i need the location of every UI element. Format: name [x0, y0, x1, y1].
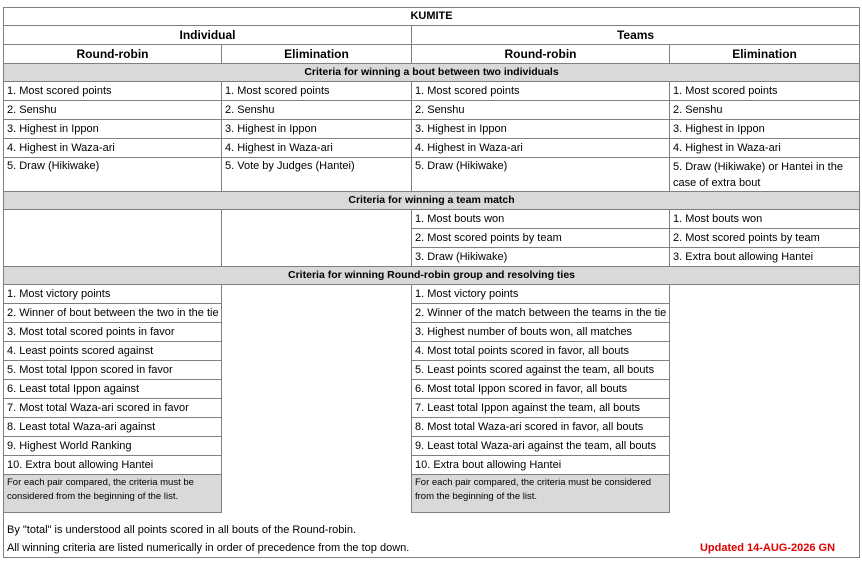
- section-title-round-robin: Criteria for winning Round-robin group and resolving ties: [4, 267, 860, 285]
- table-row: [4, 101, 860, 120]
- empty-cell: [670, 456, 860, 475]
- table-cell: 3. Highest number of bouts won, all matches: [412, 323, 670, 342]
- table-cell: 1. Most victory points: [4, 285, 222, 304]
- empty-cell: [4, 229, 222, 248]
- section-title-team-match: Criteria for winning a team match: [4, 192, 860, 210]
- empty-cell: [670, 399, 860, 418]
- table-row: [4, 304, 860, 323]
- section-header: [4, 267, 860, 285]
- table-cell: 2. Senshu: [412, 101, 670, 120]
- table-cell: 5. Draw (Hikiwake) or Hantei in the case of extra bout: [670, 158, 860, 192]
- updated-label: Updated 14-AUG-2026 GN: [670, 539, 860, 558]
- empty-cell: [222, 229, 412, 248]
- footer-row: [4, 521, 860, 539]
- empty-cell: [670, 475, 860, 513]
- table-row: [4, 323, 860, 342]
- title-row: [4, 8, 860, 26]
- table-row: [4, 342, 860, 361]
- table-cell: 10. Extra bout allowing Hantei: [4, 456, 222, 475]
- table-cell: 4. Highest in Waza-ari: [412, 139, 670, 158]
- table-cell: 7. Most total Waza-ari scored in favor: [4, 399, 222, 418]
- empty-cell: [670, 342, 860, 361]
- column-header-row: [4, 45, 860, 64]
- column-header: Elimination: [670, 45, 860, 64]
- table-cell: 2. Senshu: [670, 101, 860, 120]
- footer-note-total: By "total" is understood all points scored in all bouts of the Round-robin.: [4, 521, 860, 539]
- table-cell: 3. Draw (Hikiwake): [412, 248, 670, 267]
- table-row: [4, 285, 860, 304]
- criteria-table-body: [4, 8, 860, 285]
- empty-cell: [222, 475, 412, 513]
- table-cell: 3. Most total scored points in favor: [4, 323, 222, 342]
- table-row: [4, 418, 860, 437]
- table-row: [4, 82, 860, 101]
- tie-criteria-body: [4, 285, 860, 513]
- empty-cell: [222, 418, 412, 437]
- table-cell: 7. Least total Ippon against the team, all bouts: [412, 399, 670, 418]
- table-title: KUMITE: [4, 8, 860, 26]
- table-cell: 4. Highest in Waza-ari: [222, 139, 412, 158]
- table-cell: 2. Senshu: [4, 101, 222, 120]
- table-cell: 4. Most total points scored in favor, all bouts: [412, 342, 670, 361]
- group-teams: Teams: [412, 26, 860, 45]
- table-row: [4, 229, 860, 248]
- spacer-cell: [670, 513, 860, 522]
- table-cell: 1. Most victory points: [412, 285, 670, 304]
- empty-cell: [222, 285, 412, 304]
- table-row: [4, 210, 860, 229]
- table-cell: 2. Senshu: [222, 101, 412, 120]
- group-header-row: [4, 26, 860, 45]
- spacer-cell: [4, 513, 222, 522]
- table-row: [4, 158, 860, 192]
- empty-cell: [4, 210, 222, 229]
- column-header: Round-robin: [4, 45, 222, 64]
- column-header: Round-robin: [412, 45, 670, 64]
- empty-cell: [222, 361, 412, 380]
- spacer-cell: [222, 513, 412, 522]
- table-cell: 1. Most bouts won: [670, 210, 860, 229]
- empty-cell: [670, 418, 860, 437]
- table-row: [4, 120, 860, 139]
- table-cell: 6. Most total Ippon scored in favor, all bouts: [412, 380, 670, 399]
- table-cell: 3. Highest in Ippon: [412, 120, 670, 139]
- table-cell: 2. Most scored points by team: [670, 229, 860, 248]
- spacer-cell: [412, 513, 670, 522]
- empty-cell: [222, 323, 412, 342]
- table-cell: 4. Highest in Waza-ari: [4, 139, 222, 158]
- table-cell: 1. Most scored points: [4, 82, 222, 101]
- section-header: [4, 192, 860, 210]
- empty-cell: [670, 323, 860, 342]
- empty-cell: [670, 361, 860, 380]
- empty-cell: [222, 456, 412, 475]
- table-cell: 4. Highest in Waza-ari: [670, 139, 860, 158]
- table-row: [4, 456, 860, 475]
- empty-cell: [222, 342, 412, 361]
- group-individual: Individual: [4, 26, 412, 45]
- table-cell: 9. Highest World Ranking: [4, 437, 222, 456]
- empty-cell: [222, 304, 412, 323]
- table-cell: 2. Winner of bout between the two in the tie: [4, 304, 222, 323]
- table-cell: 5. Draw (Hikiwake): [4, 158, 222, 192]
- empty-cell: [4, 248, 222, 267]
- table-cell: 1. Most scored points: [412, 82, 670, 101]
- tie-note: For each pair compared, the criteria must be considered from the beginning of the list.: [4, 475, 222, 513]
- table-cell: 9. Least total Waza-ari against the team, all bouts: [412, 437, 670, 456]
- empty-cell: [222, 210, 412, 229]
- table-cell: 1. Most bouts won: [412, 210, 670, 229]
- table-row: [4, 380, 860, 399]
- column-header: Elimination: [222, 45, 412, 64]
- table-cell: 3. Extra bout allowing Hantei: [670, 248, 860, 267]
- table-row: [4, 399, 860, 418]
- section-header: [4, 64, 860, 82]
- table-row: [4, 139, 860, 158]
- table-row: [4, 437, 860, 456]
- table-cell: 5. Vote by Judges (Hantei): [222, 158, 412, 192]
- kumite-criteria-sheet: [3, 7, 859, 558]
- table-cell: 3. Highest in Ippon: [4, 120, 222, 139]
- criteria-table: [3, 7, 860, 558]
- empty-cell: [222, 437, 412, 456]
- table-row: [4, 361, 860, 380]
- table-cell: 3. Highest in Ippon: [222, 120, 412, 139]
- table-cell: 5. Draw (Hikiwake): [412, 158, 670, 192]
- empty-cell: [670, 437, 860, 456]
- table-row: [4, 248, 860, 267]
- footer-note-precedence: All winning criteria are listed numerically in order of precedence from the top down.: [4, 539, 670, 558]
- footer-body: [4, 513, 860, 558]
- table-cell: 5. Most total Ippon scored in favor: [4, 361, 222, 380]
- table-cell: 1. Most scored points: [670, 82, 860, 101]
- note-row: [4, 475, 860, 513]
- table-cell: 3. Highest in Ippon: [670, 120, 860, 139]
- tie-note: For each pair compared, the criteria must be considered from the beginning of the list.: [412, 475, 670, 513]
- footer-row: [4, 539, 860, 558]
- empty-cell: [670, 304, 860, 323]
- empty-cell: [222, 399, 412, 418]
- empty-cell: [222, 380, 412, 399]
- empty-cell: [222, 248, 412, 267]
- table-cell: 6. Least total Ippon against: [4, 380, 222, 399]
- table-cell: 8. Most total Waza-ari scored in favor, all bouts: [412, 418, 670, 437]
- empty-cell: [670, 380, 860, 399]
- table-cell: 4. Least points scored against: [4, 342, 222, 361]
- section-title-bout: Criteria for winning a bout between two individuals: [4, 64, 860, 82]
- table-cell: 2. Winner of the match between the teams in the tie: [412, 304, 670, 323]
- table-cell: 1. Most scored points: [222, 82, 412, 101]
- table-cell: 5. Least points scored against the team, all bouts: [412, 361, 670, 380]
- table-cell: 8. Least total Waza-ari against: [4, 418, 222, 437]
- empty-cell: [670, 285, 860, 304]
- table-cell: 2. Most scored points by team: [412, 229, 670, 248]
- spacer-row: [4, 513, 860, 522]
- table-cell: 10. Extra bout allowing Hantei: [412, 456, 670, 475]
